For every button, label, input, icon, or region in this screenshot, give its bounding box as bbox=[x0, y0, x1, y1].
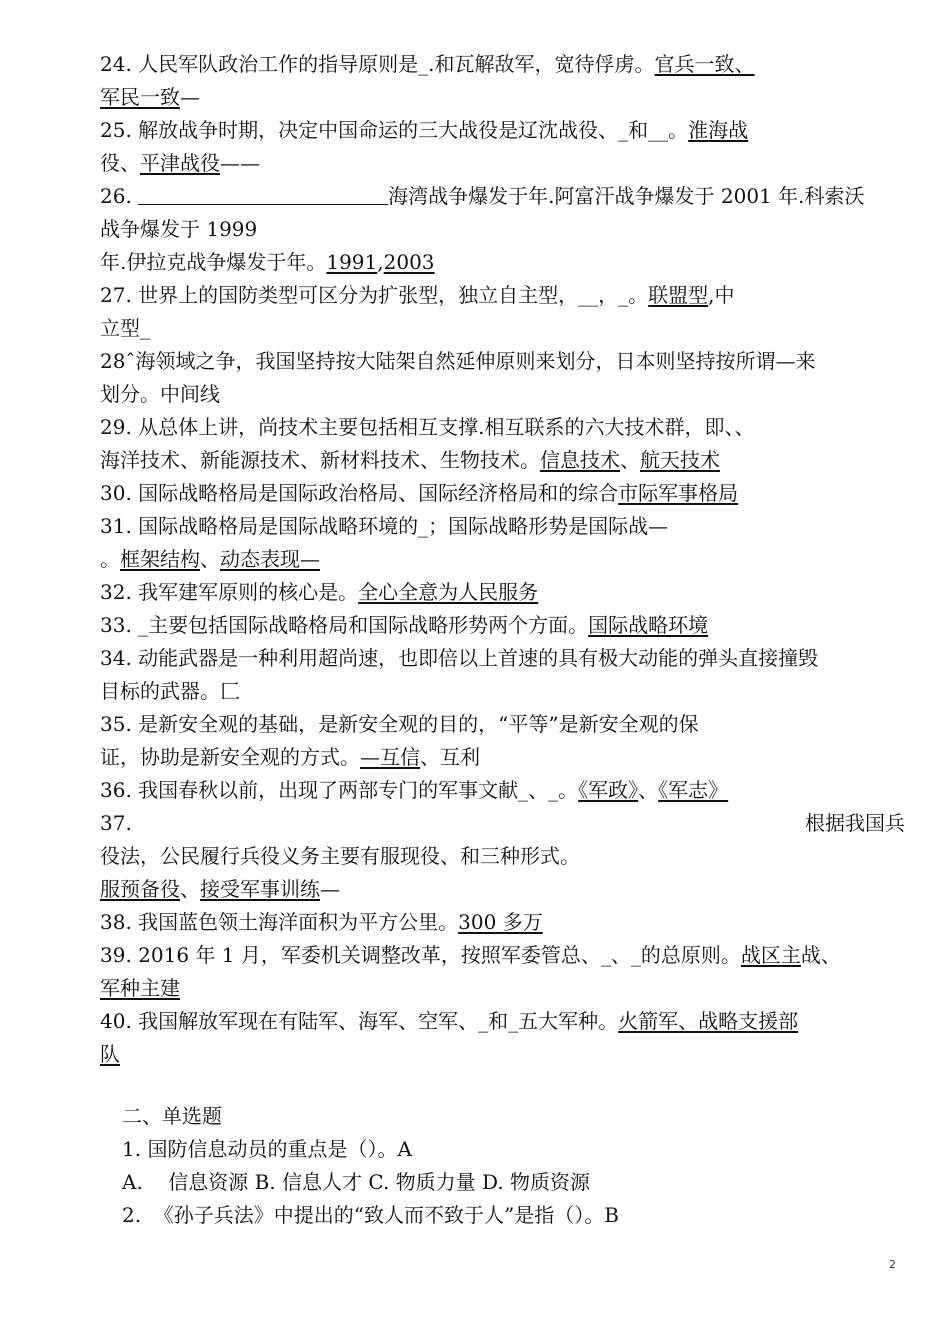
blank-line bbox=[138, 186, 388, 205]
line-text: 、 bbox=[200, 547, 220, 571]
answer-text: 航天技术 bbox=[640, 448, 720, 472]
line-text: 役、 bbox=[100, 151, 140, 175]
right-aligned-text: 根据我国兵 bbox=[805, 811, 905, 835]
line-text: 28ˆ海领域之争，我国坚持按大陆架自然延伸原则来划分，日本则坚持按所谓—来 bbox=[100, 349, 816, 373]
line-text: —— bbox=[220, 151, 260, 175]
text-line bbox=[100, 611, 905, 639]
answer-text: 队 bbox=[100, 1042, 120, 1066]
line-text: 立型_ bbox=[100, 316, 150, 340]
answer-text: 《军政》 bbox=[578, 778, 639, 802]
line-text: 年.伊拉克战争爆发于年。 bbox=[100, 250, 327, 274]
line-text: 26. bbox=[100, 184, 139, 208]
text-line bbox=[100, 413, 905, 441]
text-line bbox=[100, 941, 905, 969]
text-line bbox=[100, 1007, 905, 1035]
line-text: 战、 bbox=[800, 943, 841, 967]
text-line bbox=[100, 83, 905, 111]
text-line bbox=[100, 314, 905, 342]
text-line bbox=[100, 743, 905, 771]
line-text: ,中 bbox=[708, 283, 735, 307]
line-text: — bbox=[180, 85, 200, 109]
question-1: 1. 国防信息动员的重点是（）。A bbox=[122, 1137, 412, 1161]
answer-text: 军民一致 bbox=[100, 85, 180, 109]
question-2: 2. 《孙子兵法》中提出的“致人而不致于人”是指（）。B bbox=[122, 1203, 619, 1227]
text-line bbox=[100, 809, 905, 837]
text-line bbox=[100, 776, 905, 804]
line-text: 海洋技术、新能源技术、新材料技术、生物技术。 bbox=[100, 448, 540, 472]
line-text: 24. 人民军队政治工作的指导原则是_.和瓦解敌军，宽待俘虏。 bbox=[100, 52, 655, 76]
answer-text: 服预备役 bbox=[100, 877, 180, 901]
line-text: — bbox=[320, 877, 340, 901]
line-text: 31. 国际战略格局是国际战略环境的_；国际战略形势是国际战— bbox=[100, 514, 669, 538]
answer-text: 接受军事训练 bbox=[200, 877, 320, 901]
line-text: 29. 从总体上讲，尚技术主要包括相互支撑.相互联系的六大技术群，即、、 bbox=[100, 415, 755, 439]
answer-text: 1991 bbox=[326, 250, 378, 274]
text-line bbox=[100, 578, 905, 606]
line-text: 、 bbox=[180, 877, 200, 901]
line-text: 、互利 bbox=[420, 745, 480, 769]
line-text: 划分。中间线 bbox=[100, 382, 220, 406]
line-text: 38. 我国蓝色领土海洋面积为平方公里。 bbox=[100, 910, 459, 934]
answer-text: 平津战役 bbox=[140, 151, 220, 175]
line-text: 、 bbox=[638, 778, 659, 802]
text-line bbox=[100, 347, 905, 375]
line-text: 33. _主要包括国际战略格局和国际战略形势两个方面。 bbox=[100, 613, 589, 637]
answer-text: 《军志》 bbox=[658, 778, 729, 802]
page-number: 2 bbox=[889, 1258, 896, 1271]
text-line bbox=[100, 875, 905, 903]
answer-text: 军种主建 bbox=[100, 976, 180, 1000]
text-line bbox=[100, 545, 905, 573]
line-text: 、 bbox=[620, 448, 640, 472]
line-text: 海湾战争爆发于年.阿富汗战争爆发于 2001 年.科索沃 bbox=[388, 184, 865, 208]
answer-text: 火箭军、战略支援部 bbox=[618, 1009, 799, 1033]
line-text: 战争爆发于 1999 bbox=[100, 217, 258, 241]
text-line bbox=[100, 908, 905, 936]
text-line bbox=[100, 182, 905, 210]
line-text: 37. bbox=[100, 811, 132, 835]
answer-text: 动态表现— bbox=[220, 547, 320, 571]
text-line bbox=[100, 644, 905, 672]
text-line bbox=[100, 50, 905, 78]
answer-text: 2003 bbox=[383, 250, 435, 274]
answer-text: 信息技术 bbox=[540, 448, 620, 472]
text-line bbox=[100, 281, 905, 309]
answer-text: 战区主 bbox=[740, 943, 801, 967]
line-text: 32. 我军建军原则的核心是。 bbox=[100, 580, 359, 604]
answer-text: 联盟型 bbox=[648, 283, 709, 307]
line-text: 27. 世界上的国防类型可区分为扩张型，独立自主型，__，_。 bbox=[100, 283, 649, 307]
text-line bbox=[100, 215, 905, 243]
text-line bbox=[100, 116, 905, 144]
text-line bbox=[100, 479, 905, 507]
text-line bbox=[100, 446, 905, 474]
text-line bbox=[100, 380, 905, 408]
answer-text: 官兵一致、 bbox=[654, 52, 755, 76]
text-line bbox=[100, 1040, 905, 1068]
question-1-options: A. 信息资源 B. 信息人才 C. 物质力量 D. 物质资源 bbox=[122, 1170, 591, 1194]
answer-text: 淮海战 bbox=[688, 118, 749, 142]
line-text: 。 bbox=[100, 547, 120, 571]
line-text: 40. 我国解放军现在有陆军、海军、空军、_和_五大军种。 bbox=[100, 1009, 619, 1033]
line-text: 35. 是新安全观的基础，是新安全观的目的，“平等”是新安全观的保 bbox=[100, 712, 699, 736]
line-text: 30. 国际战略格局是国际政治格局、国际经济格局和的综合 bbox=[100, 481, 619, 505]
text-line bbox=[100, 512, 905, 540]
text-line bbox=[100, 677, 905, 705]
line-text: 证，协助是新安全观的方式。 bbox=[100, 745, 360, 769]
line-text: 34. 动能武器是一种利用超尚速，也即倍以上首速的具有极大动能的弹头直接撞毁 bbox=[100, 646, 819, 670]
answer-text: 全心全意为人民服务 bbox=[358, 580, 539, 604]
text-line bbox=[100, 974, 905, 1002]
line-text: 36. 我国春秋以前，出现了两部专门的军事文献_、_。 bbox=[100, 778, 579, 802]
line-text: 目标的武器。匚 bbox=[100, 679, 240, 703]
answer-text: —互信 bbox=[360, 745, 420, 769]
line-text: 39. 2016 年 1 月，军委机关调整改革，按照军委管总、_、_的总原则。 bbox=[100, 943, 741, 967]
text-line bbox=[100, 842, 905, 870]
text-line bbox=[100, 710, 905, 738]
section-heading: 二、单选题 bbox=[122, 1104, 222, 1128]
text-line bbox=[100, 248, 905, 276]
answer-text: 市际军事格局 bbox=[618, 481, 739, 505]
line-text: 役法，公民履行兵役义务主要有服现役、和三种形式。 bbox=[100, 844, 580, 868]
line-text: 25. 解放战争时期，决定中国命运的三大战役是辽沈战役、_和__。 bbox=[100, 118, 689, 142]
line-text: , bbox=[377, 250, 384, 274]
text-line bbox=[100, 149, 905, 177]
answer-text: 300 多万 bbox=[458, 910, 543, 934]
answer-text: 国际战略环境 bbox=[588, 613, 709, 637]
answer-text: 框架结构 bbox=[120, 547, 200, 571]
